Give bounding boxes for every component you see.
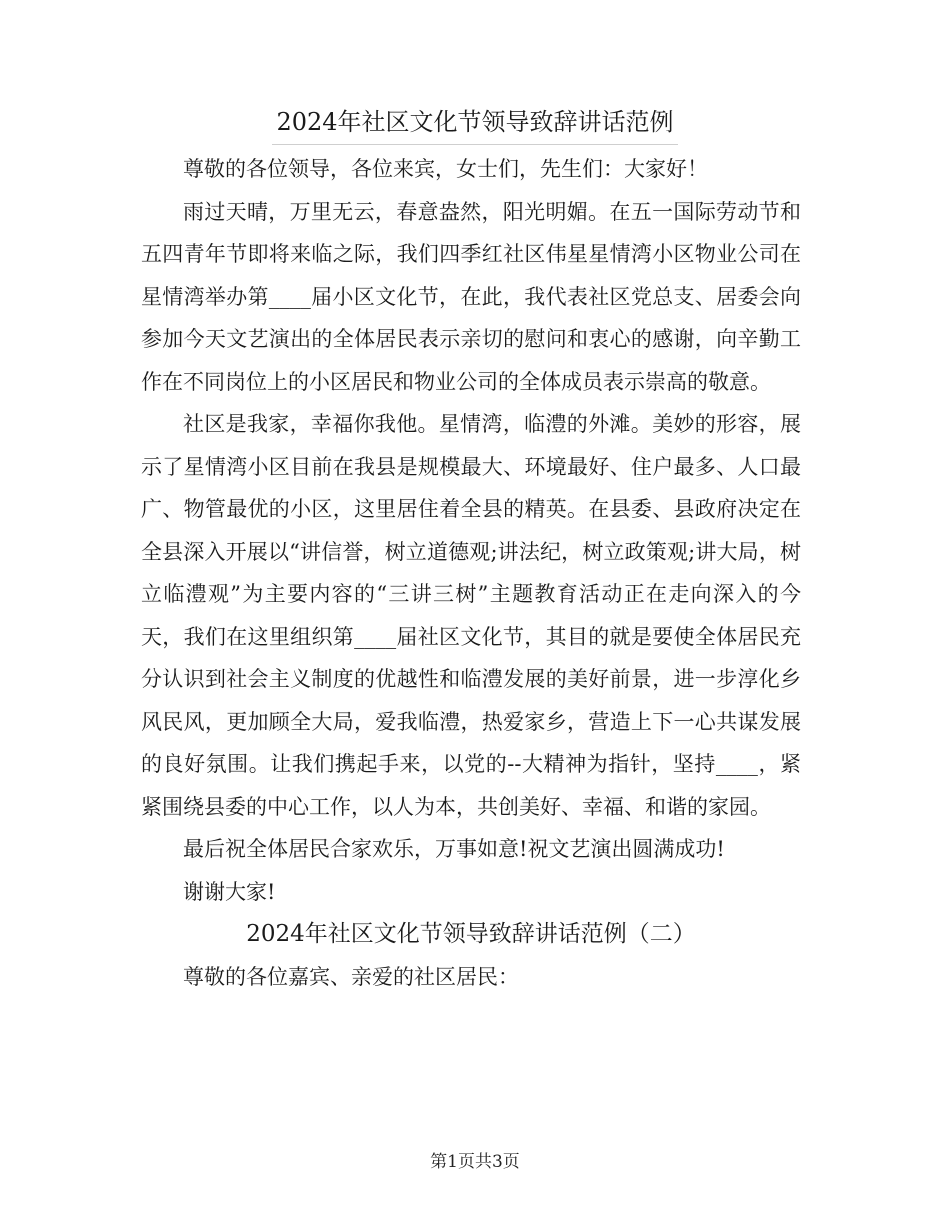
document-body: [141, 148, 801, 998]
page-number: 第1页共3页: [430, 1152, 520, 1172]
paragraph-community: 社区是我家，幸福你我他。星情湾，临澧的外滩。美妙的形容，展示了星情湾小区目前在我县是规模最大、环境最好、住户最多、人口最广、物管最优的小区，这里居住着全县的精英。在县委、县政府决定在全县深入开展以“讲信誉，树立道德观;讲法纪，树立政策观;讲大局，树立临澧观”为主要内容的“三讲三树”主题教育活动正在走向深入的今天，我们在这里组织第____届社区文化节，其目的就是要使全体居民充分认识到社会主义制度的优越性和临澧发展的美好前景，进一步淳化乡风民风，更加顾全大局，爱我临澧，热爱家乡，营造上下一心共谋发展的良好氛围。让我们携起手来，以党的--大精神为指针，坚持____，紧紧围绕县委的中心工作，以人为本，共创美好、幸福、和谐的家园。: [141, 412, 801, 819]
document-title-text: 2024年社区文化节领导致辞讲话范例: [272, 102, 677, 145]
paragraph-wishes: 最后祝全体居民合家欢乐，万事如意!祝文艺演出圆满成功!: [183, 837, 725, 861]
section-title-two: 2024年社区文化节领导致辞讲话范例（二）: [246, 921, 696, 947]
document-title: [0, 102, 950, 145]
paragraph-opening: 雨过天晴，万里无云，春意盎然，阳光明媚。在五一国际劳动节和五四青年节即将来临之际，我们四季红社区伟星星情湾小区物业公司在星情湾举办第____届小区文化节，在此，我代表社区党总支、居委会向参加今天文艺演出的全体居民表示亲切的慰问和衷心的感谢，向辛勤工作在不同岗位上的小区居民和物业公司的全体成员表示崇高的敬意。: [141, 199, 801, 394]
paragraph-thanks: 谢谢大家!: [183, 879, 276, 904]
paragraph-greeting: 尊敬的各位领导，各位来宾，女士们，先生们：大家好！: [183, 157, 708, 181]
paragraph-greeting-two: 尊敬的各位嘉宾、亲爱的社区居民：: [183, 964, 519, 989]
